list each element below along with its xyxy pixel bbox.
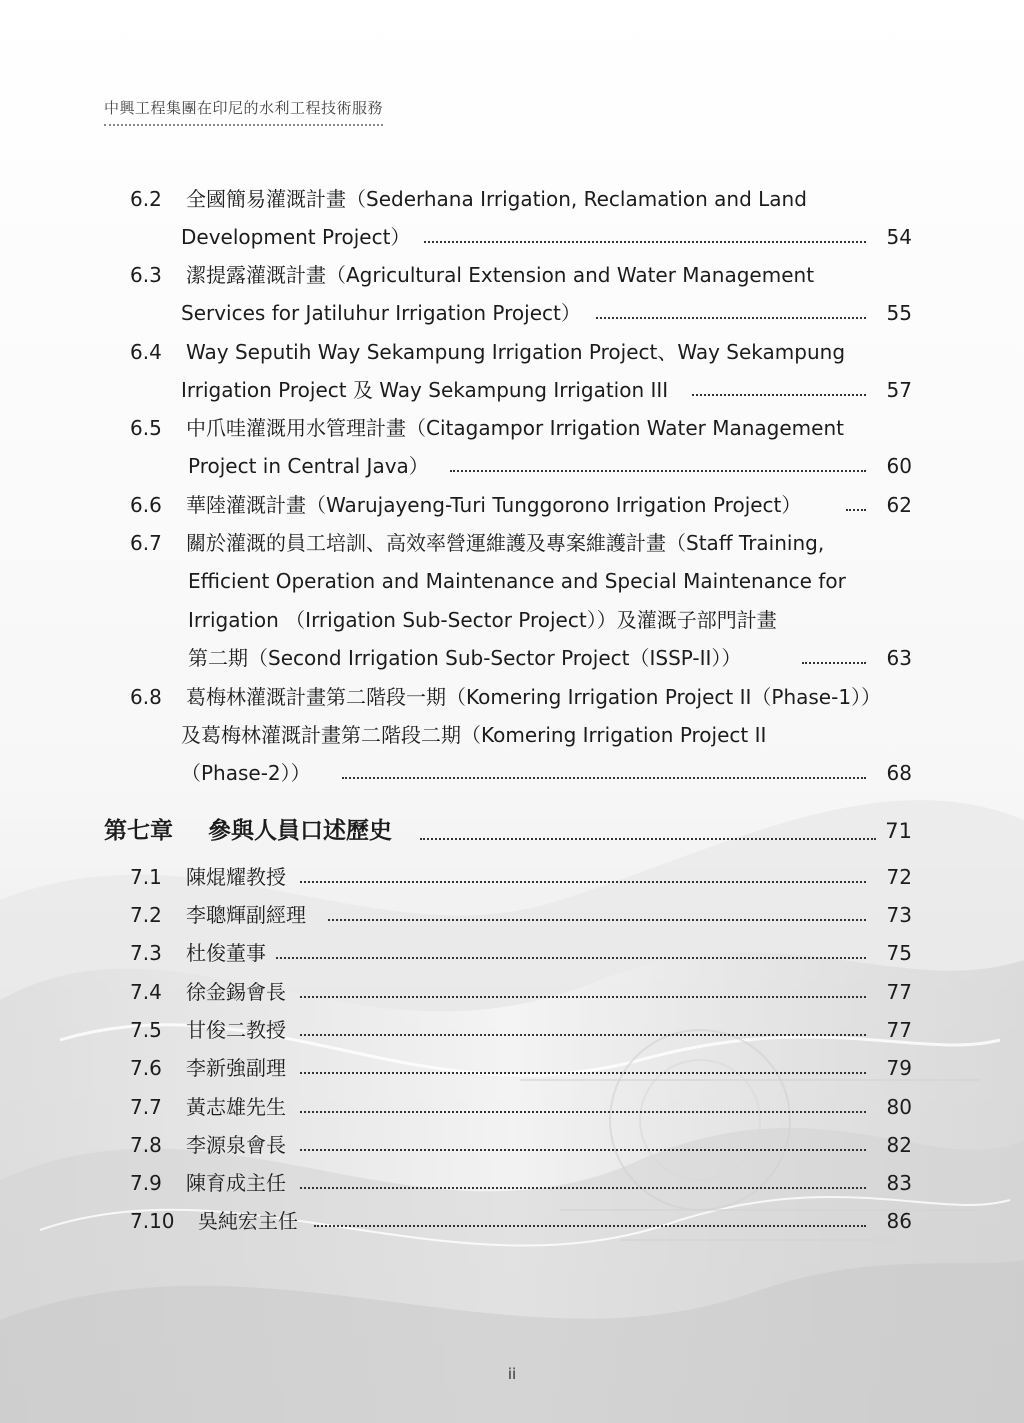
toc-entry-6-3-line2[interactable] [130, 298, 912, 328]
section-number: 7.2 [130, 903, 162, 927]
page-number: 86 [886, 1209, 912, 1233]
entry-title: 陳焜耀教授 [186, 865, 286, 889]
toc-entry-6-8-line2[interactable] [130, 720, 920, 750]
entry-title: 關於灌溉的員工培訓、高效率營運維護及專案維護計畫（Staff Training, [186, 531, 825, 555]
section-number: 7.3 [130, 941, 162, 965]
dot-leader [314, 1225, 866, 1227]
toc-entry-7-9[interactable] [130, 1168, 912, 1198]
section-number: 7.9 [130, 1171, 162, 1195]
section-number: 7.6 [130, 1056, 162, 1080]
dot-leader [300, 1072, 866, 1074]
entry-title-continued: Services for Jatiluhur Irrigation Project） [181, 301, 581, 325]
page-number: 80 [886, 1095, 912, 1119]
toc-entry-7-10[interactable] [130, 1206, 912, 1236]
entry-title: Way Seputih Way Sekampung Irrigation Project、Way Sekampung [186, 340, 846, 364]
entry-title: 甘俊二教授 [186, 1018, 286, 1042]
section-number: 7.7 [130, 1095, 162, 1119]
entry-title-continued: 及葛梅林灌溉計畫第二階段二期（Komering Irrigation Project II [181, 723, 767, 747]
dot-leader [300, 881, 866, 883]
entry-title: 杜俊董事 [186, 941, 266, 965]
section-number: 7.10 [130, 1209, 175, 1233]
toc-entry-6-7-line4[interactable] [130, 643, 912, 673]
dot-leader [300, 1111, 866, 1113]
page-number: 77 [886, 1018, 912, 1042]
toc-entry-7-8[interactable] [130, 1130, 912, 1160]
toc-entry-6-2-line1[interactable] [130, 184, 920, 214]
toc-entry-6-5-line1[interactable] [130, 413, 920, 443]
chapter-label: 第七章 [104, 818, 173, 844]
section-number: 6.4 [130, 340, 162, 364]
running-header: 中興工程集團在印尼的水利工程技術服務 [104, 97, 383, 126]
section-number: 7.4 [130, 980, 162, 1004]
toc-entry-6-4-line2[interactable] [130, 375, 912, 405]
page-number: 54 [886, 225, 912, 249]
dot-leader [300, 996, 866, 998]
dot-leader [420, 838, 876, 840]
entry-title-continued: （Phase-2）） [181, 761, 311, 785]
section-number: 7.8 [130, 1133, 162, 1157]
entry-title-continued: Development Project） [181, 225, 411, 249]
toc-entry-7-2[interactable] [130, 900, 912, 930]
toc-entry-7-4[interactable] [130, 977, 912, 1007]
section-number: 6.2 [130, 187, 162, 211]
page-footer-number: ii [507, 1365, 517, 1383]
entry-title: 李源泉會長 [186, 1133, 286, 1157]
page-number: 71 [885, 819, 912, 843]
entry-title: 徐金錫會長 [186, 980, 286, 1004]
section-number: 7.1 [130, 865, 162, 889]
page-number: 79 [886, 1056, 912, 1080]
section-number: 6.8 [130, 685, 162, 709]
dot-leader [328, 919, 866, 921]
toc-entry-7-5[interactable] [130, 1015, 912, 1045]
entry-title: 李聰輝副經理 [186, 903, 306, 927]
page-number: 68 [886, 761, 912, 785]
section-number: 6.5 [130, 416, 162, 440]
page-number: 75 [886, 941, 912, 965]
entry-title: 黃志雄先生 [186, 1095, 286, 1119]
section-number: 6.6 [130, 493, 162, 517]
entry-title: 中爪哇灌溉用水管理計畫（Citagampor Irrigation Water Management [186, 416, 844, 440]
dot-leader [802, 662, 866, 664]
dot-leader [450, 470, 866, 472]
dot-leader [846, 509, 866, 511]
page-number: 83 [886, 1171, 912, 1195]
dot-leader [276, 957, 866, 959]
page-number: 77 [886, 980, 912, 1004]
toc-entry-7-3[interactable] [130, 938, 912, 968]
entry-title: 華陸灌溉計畫（Warujayeng-Turi Tunggorono Irrigation Project） [186, 493, 802, 517]
entry-title: 全國簡易灌溉計畫（Sederhana Irrigation, Reclamation and Land [186, 187, 807, 211]
entry-title-continued: Irrigation Project 及 Way Sekampung Irrigation III [181, 378, 669, 402]
toc-entry-6-3-line1[interactable] [130, 260, 920, 290]
entry-title-continued: Project in Central Java） [188, 454, 429, 478]
section-number: 6.3 [130, 263, 162, 287]
toc-entry-7-1[interactable] [130, 862, 912, 892]
dot-leader [424, 241, 866, 243]
toc-entry-6-5-line2[interactable] [130, 451, 912, 481]
section-number: 7.5 [130, 1018, 162, 1042]
page-number: 57 [886, 378, 912, 402]
page-number: 62 [886, 493, 912, 517]
toc-entry-6-2-line2[interactable] [130, 222, 912, 252]
dot-leader [300, 1034, 866, 1036]
toc-entry-7-6[interactable] [130, 1053, 912, 1083]
dot-leader [300, 1187, 866, 1189]
entry-title: 葛梅林灌溉計畫第二階段一期（Komering Irrigation Project II（Phase-1）） [186, 685, 882, 709]
toc-entry-6-4-line1[interactable] [130, 337, 920, 367]
page-number: 73 [886, 903, 912, 927]
toc-entry-6-8-line1[interactable] [130, 682, 930, 712]
toc-chapter-7[interactable] [104, 814, 912, 848]
page-number: 72 [886, 865, 912, 889]
toc-entry-7-7[interactable] [130, 1092, 912, 1122]
toc-entry-6-7-line2[interactable] [130, 566, 920, 596]
dot-leader [342, 777, 866, 779]
toc-entry-6-8-line3[interactable] [130, 758, 912, 788]
toc-entry-6-7-line3[interactable] [130, 605, 920, 635]
dot-leader [300, 1149, 866, 1151]
entry-title-continued: Efficient Operation and Maintenance and Special Maintenance for [188, 569, 846, 593]
section-number: 6.7 [130, 531, 162, 555]
page-number: 63 [886, 646, 912, 670]
page-number: 82 [886, 1133, 912, 1157]
entry-title: 李新強副理 [186, 1056, 286, 1080]
entry-title-continued: Irrigation （Irrigation Sub-Sector Project））及灌溉子部門計畫 [188, 608, 777, 632]
dot-leader [692, 394, 866, 396]
page-number: 55 [886, 301, 912, 325]
toc-entry-6-6[interactable] [130, 490, 912, 520]
entry-title: 潔提露灌溉計畫（Agricultural Extension and Water Management [186, 263, 815, 287]
dot-leader [596, 317, 866, 319]
page-number: 60 [886, 454, 912, 478]
entry-title-continued: 第二期（Second Irrigation Sub-Sector Project（ISSP-II）） [188, 646, 742, 670]
entry-title: 吳純宏主任 [198, 1209, 298, 1233]
toc-entry-6-7-line1[interactable] [130, 528, 920, 558]
chapter-title: 參與人員口述歷史 [208, 818, 392, 844]
entry-title: 陳育成主任 [186, 1171, 286, 1195]
